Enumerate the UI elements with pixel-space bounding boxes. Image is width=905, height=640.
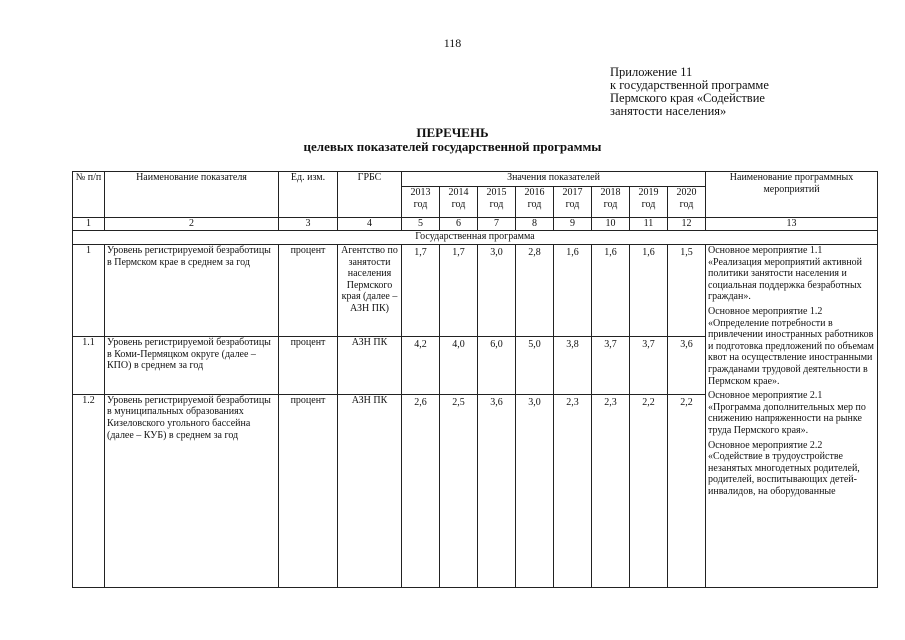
row-num: 1.2 (73, 394, 105, 587)
appendix-line: занятости населения» (610, 104, 727, 118)
value-cell: 2,6 (402, 394, 440, 587)
value-cell: 2,5 (440, 394, 478, 587)
appendix-note (610, 66, 769, 118)
column-number: 7 (478, 218, 516, 231)
column-number: 4 (338, 218, 402, 231)
column-number: 10 (592, 218, 630, 231)
measure-item: Основное мероприятие 2.1 «Программа дополнительных мер по снижению напряженности на рынке труда Пермского края». (708, 390, 866, 436)
row-num: 1.1 (73, 337, 105, 395)
appendix-line: Приложение 11 (610, 65, 693, 79)
table-row (73, 245, 878, 337)
measures-cell (706, 245, 878, 588)
column-number: 1 (73, 218, 105, 231)
column-number: 8 (516, 218, 554, 231)
measure-item: Основное мероприятие 1.2 «Определение потребности в привлечении иностранных работников и подготовка предложений по объемам квот на осуществление иностранными гражданами трудовой деятельности в Пермском крае». (708, 305, 874, 387)
measure-item: Основное мероприятие 2.2 «Содействие в трудоустройстве незанятых многодетных родителей, родителей, воспитывающих детей-инвалидов, на оборудованные (708, 439, 860, 497)
header-year: 2014 год (440, 187, 478, 218)
grbs-cell: АЗН ПК (338, 394, 402, 587)
header-year: 2020 год (668, 187, 706, 218)
value-cell: 1,5 (668, 245, 706, 337)
header-year: 2013 год (402, 187, 440, 218)
value-cell: 1,7 (402, 245, 440, 337)
value-cell: 3,0 (478, 245, 516, 337)
indicator-name: Уровень регистрируемой безработицы в Коми-Пермяцком округе (далее – КПО) в среднем за год (105, 337, 279, 395)
value-cell: 3,8 (554, 337, 592, 395)
value-cell: 2,3 (554, 394, 592, 587)
value-cell: 5,0 (516, 337, 554, 395)
indicator-name: Уровень регистрируемой безработицы в Пермском крае в среднем за год (105, 245, 279, 337)
page-number: 118 (443, 36, 462, 50)
unit-cell: процент (279, 245, 338, 337)
value-cell: 1,6 (554, 245, 592, 337)
header-year: 2016 год (516, 187, 554, 218)
indicators-table (72, 171, 878, 588)
header-year: 2018 год (592, 187, 630, 218)
value-cell: 3,7 (592, 337, 630, 395)
column-number: 13 (706, 218, 878, 231)
value-cell: 6,0 (478, 337, 516, 395)
indicator-name: Уровень регистрируемой безработицы в муниципальных образованиях Кизеловского угольного бассейна (далее – КУБ) в среднем за год (105, 394, 279, 587)
column-number: 12 (668, 218, 706, 231)
document-title (0, 126, 905, 154)
value-cell: 2,2 (668, 394, 706, 587)
header-values-group: Значения показателей (402, 172, 706, 187)
column-number: 6 (440, 218, 478, 231)
unit-cell: процент (279, 394, 338, 587)
column-number: 11 (630, 218, 668, 231)
section-label: Государственная программа (73, 231, 878, 245)
value-cell: 1,6 (630, 245, 668, 337)
header-name: Наименование показателя (105, 172, 279, 218)
column-number: 2 (105, 218, 279, 231)
appendix-line: к государственной программе (610, 78, 769, 92)
header-grbs: ГРБС (338, 172, 402, 218)
header-year: 2019 год (630, 187, 668, 218)
value-cell: 3,0 (516, 394, 554, 587)
header-year: 2017 год (554, 187, 592, 218)
header-num: № п/п (73, 172, 105, 218)
title-line-1: ПЕРЕЧЕНЬ (416, 125, 489, 140)
grbs-cell: АЗН ПК (338, 337, 402, 395)
value-cell: 1,6 (592, 245, 630, 337)
value-cell: 3,6 (668, 337, 706, 395)
value-cell: 4,2 (402, 337, 440, 395)
value-cell: 2,2 (630, 394, 668, 587)
header-measures: Наименование программных мероприятий (706, 172, 878, 218)
grbs-cell: Агентство по занятости населения Пермского края (далее – АЗН ПК) (338, 245, 402, 337)
value-cell: 4,0 (440, 337, 478, 395)
header-unit: Ед. изм. (279, 172, 338, 218)
value-cell: 1,7 (440, 245, 478, 337)
value-cell: 2,3 (592, 394, 630, 587)
title-line-2: целевых показателей государственной программы (303, 139, 602, 154)
column-number: 9 (554, 218, 592, 231)
appendix-line: Пермского края «Содействие (610, 91, 765, 105)
measure-item: Основное мероприятие 1.1 «Реализация мероприятий активной политики занятости населения и социальная поддержка безработных граждан». (708, 245, 863, 303)
value-cell: 3,6 (478, 394, 516, 587)
row-num: 1 (73, 245, 105, 337)
value-cell: 2,8 (516, 245, 554, 337)
value-cell: 3,7 (630, 337, 668, 395)
column-number: 5 (402, 218, 440, 231)
header-year: 2015 год (478, 187, 516, 218)
column-number: 3 (279, 218, 338, 231)
unit-cell: процент (279, 337, 338, 395)
